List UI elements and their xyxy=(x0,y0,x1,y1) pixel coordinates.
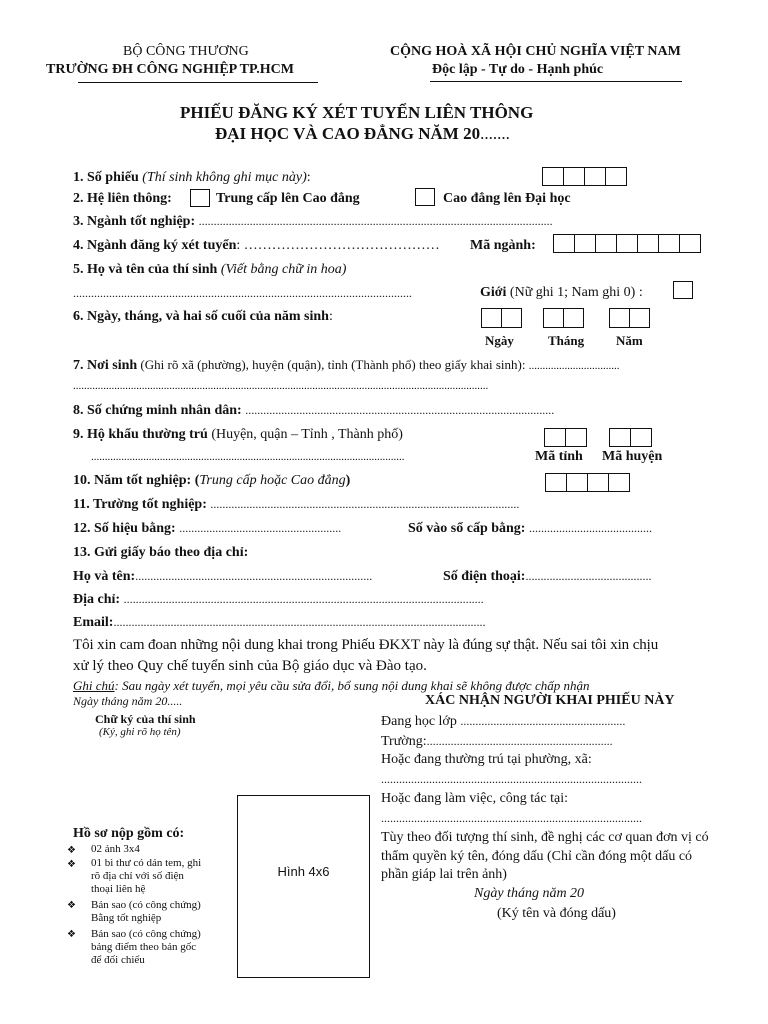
book-number: Số vào sổ cấp bằng: ......................................... xyxy=(408,521,652,536)
day-label: Ngày xyxy=(485,333,514,348)
gender-label: Giới (Nữ ghi 1; Nam ghi 0) : xyxy=(480,285,643,300)
item-8: 8. Số chứng minh nhân dân: ....................................................................................................... xyxy=(73,403,555,418)
country-motto: Độc lập - Tự do - Hạnh phúc xyxy=(432,62,604,77)
recipient-address: Địa chỉ: ........................................................................................................................ xyxy=(73,592,484,607)
university-name: TRƯỜNG ĐH CÔNG NGHIỆP TP.HCM xyxy=(46,62,295,77)
confirm-sign-note: (Ký tên và đóng dấu) xyxy=(497,906,616,921)
item-9: 9. Hộ khẩu thường trú (Huyện, quận – Tỉnh , Thành phố) xyxy=(73,427,403,442)
birth-day-boxes[interactable] xyxy=(482,308,522,328)
signature-date: Ngày tháng năm 20..... xyxy=(73,694,183,708)
document-item-cont: Bằng tốt nghiệp xyxy=(91,912,162,924)
item-4: 4. Ngành đăng ký xét tuyển: …………………………………… xyxy=(73,238,440,253)
declaration-line1: Tôi xin cam đoan những nội dung khai trong Phiếu ĐKXT này là đúng sự thật. Nếu sai tôi xin chịu xyxy=(73,637,659,653)
graduation-year-boxes[interactable] xyxy=(546,473,630,492)
province-code-label: Mã tỉnh xyxy=(535,449,583,464)
signature-label: Chữ ký của thí sinh xyxy=(95,712,196,726)
item-10: 10. Năm tốt nghiệp: (Trung cấp hoặc Cao đẳng) xyxy=(73,473,351,488)
major-code-label: Mã ngành: xyxy=(470,238,536,253)
document-item: 01 bì thư có dán tem, ghi xyxy=(91,857,202,869)
confirm-work: Hoặc đang làm việc, công tác tại: xyxy=(381,791,568,806)
note: Ghi chú: Sau ngày xét tuyển, mọi yêu cầu sửa đổi, bổ sung nội dung khai sẽ không được chấp nhận xyxy=(73,678,590,693)
item-3: 3. Ngành tốt nghiệp: ...................................................................................................................... xyxy=(73,214,553,229)
bullet-icon: ❖ xyxy=(67,929,76,940)
document-item: 02 ảnh 3x4 xyxy=(91,843,140,855)
month-label: Tháng xyxy=(548,333,585,348)
recipient-name: Họ và tên:............................................................................... xyxy=(73,569,373,584)
document-item-cont: thoại liên hệ xyxy=(91,883,146,895)
photo-label: Hình 4x6 xyxy=(277,864,330,879)
residence-dots: .................................................................................................................. xyxy=(91,451,405,463)
document-item: Bản sao (có công chứng) xyxy=(91,928,201,940)
province-code-boxes[interactable] xyxy=(545,428,587,447)
item-2-label: 2. Hệ liên thông: xyxy=(73,191,172,206)
declaration-line2: xử lý theo Quy chế tuyển sinh của Bộ giáo dục và Đào tạo. xyxy=(73,658,427,674)
document-item: Bản sao (có công chứng) xyxy=(91,899,201,911)
confirm-date: Ngày tháng năm 20 xyxy=(474,886,585,901)
birthplace-dots: ....................................................................................................................................................... xyxy=(73,380,489,392)
bullet-icon: ❖ xyxy=(67,900,76,911)
item-5: 5. Họ và tên của thí sinh (Viết bằng chữ in hoa) xyxy=(73,262,347,277)
item-7: 7. Nơi sinh (Ghi rõ xã (phường), huyện (quận), tỉnh (Thành phố) theo giấy khai sinh): ................................. xyxy=(73,357,620,373)
item-12: 12. Số hiệu bằng: ...................................................... xyxy=(73,521,342,536)
signature-note: (Ký, ghi rõ họ tên) xyxy=(99,726,181,738)
item-6: 6. Ngày, tháng, và hai số cuối của năm sinh: xyxy=(73,309,333,324)
item-11: 11. Trường tốt nghiệp: ....................................................................................................... xyxy=(73,497,520,512)
option-intermediate-to-college-checkbox[interactable] xyxy=(190,189,210,207)
confirm-para-line1: Tùy theo đối tượng thí sinh, đề nghị các cơ quan đơn vị có xyxy=(381,830,709,845)
item-1: 1. Số phiếu (Thí sinh không ghi mục này): xyxy=(73,170,311,185)
documents-title: Hồ sơ nộp gồm có: xyxy=(73,826,185,841)
item-13: 13. Gửi giấy báo theo địa chỉ: xyxy=(73,545,249,560)
full-name-dots: ................................................................................................................. xyxy=(73,286,412,300)
university-underline xyxy=(78,82,318,83)
motto-underline xyxy=(430,81,682,82)
gender-box[interactable] xyxy=(673,281,693,299)
form-title-line1: PHIẾU ĐĂNG KÝ XÉT TUYỂN LIÊN THÔNG xyxy=(180,103,534,122)
ministry-name: BỘ CÔNG THƯƠNG xyxy=(123,44,249,59)
district-code-boxes[interactable] xyxy=(610,428,652,447)
option-college-to-university-label: Cao đẳng lên Đại học xyxy=(443,191,571,206)
confirm-class: Đang học lớp ....................................................... xyxy=(381,714,626,729)
ticket-number-boxes[interactable] xyxy=(543,167,627,186)
confirm-work-dots: ....................................................................................... xyxy=(381,811,642,825)
document-item-cont: bảng điểm theo bản gốc xyxy=(91,941,197,953)
confirm-para-line2: thẩm quyền ký tên, đóng dấu (Chỉ cần đóng một dấu có xyxy=(381,849,693,864)
major-code-boxes[interactable] xyxy=(554,234,701,253)
district-code-label: Mã huyện xyxy=(602,449,663,464)
confirm-para-line3: phần giáp lai trên ảnh) xyxy=(381,867,507,882)
document-item-cont: để đối chiếu xyxy=(91,954,145,966)
form-title-line2: ĐẠI HỌC VÀ CAO ĐẲNG NĂM 20....... xyxy=(215,124,510,143)
confirm-title: XÁC NHẬN NGƯỜI KHAI PHIẾU NÀY xyxy=(425,693,675,708)
option-intermediate-to-college-label: Trung cấp lên Cao đẳng xyxy=(216,191,360,206)
confirm-residence: Hoặc đang thường trú tại phường, xã: xyxy=(381,752,592,767)
confirm-school: Trường:.............................................................. xyxy=(381,734,613,749)
year-label: Năm xyxy=(616,333,643,348)
bullet-icon: ❖ xyxy=(67,845,76,856)
country-name: CỘNG HOÀ XÃ HỘI CHỦ NGHĨA VIỆT NAM xyxy=(390,44,681,59)
recipient-phone: Số điện thoại:.......................................... xyxy=(443,569,652,584)
photo-placeholder[interactable] xyxy=(237,795,370,978)
document-item-cont: rõ địa chỉ với số điện xyxy=(91,870,184,882)
birth-year-boxes[interactable] xyxy=(610,308,650,328)
option-college-to-university-checkbox[interactable] xyxy=(415,188,435,206)
recipient-email: Email:............................................................................................................................ xyxy=(73,615,486,630)
bullet-icon: ❖ xyxy=(67,859,76,870)
birth-month-boxes[interactable] xyxy=(544,308,584,328)
confirm-residence-dots: ....................................................................................... xyxy=(381,772,642,786)
